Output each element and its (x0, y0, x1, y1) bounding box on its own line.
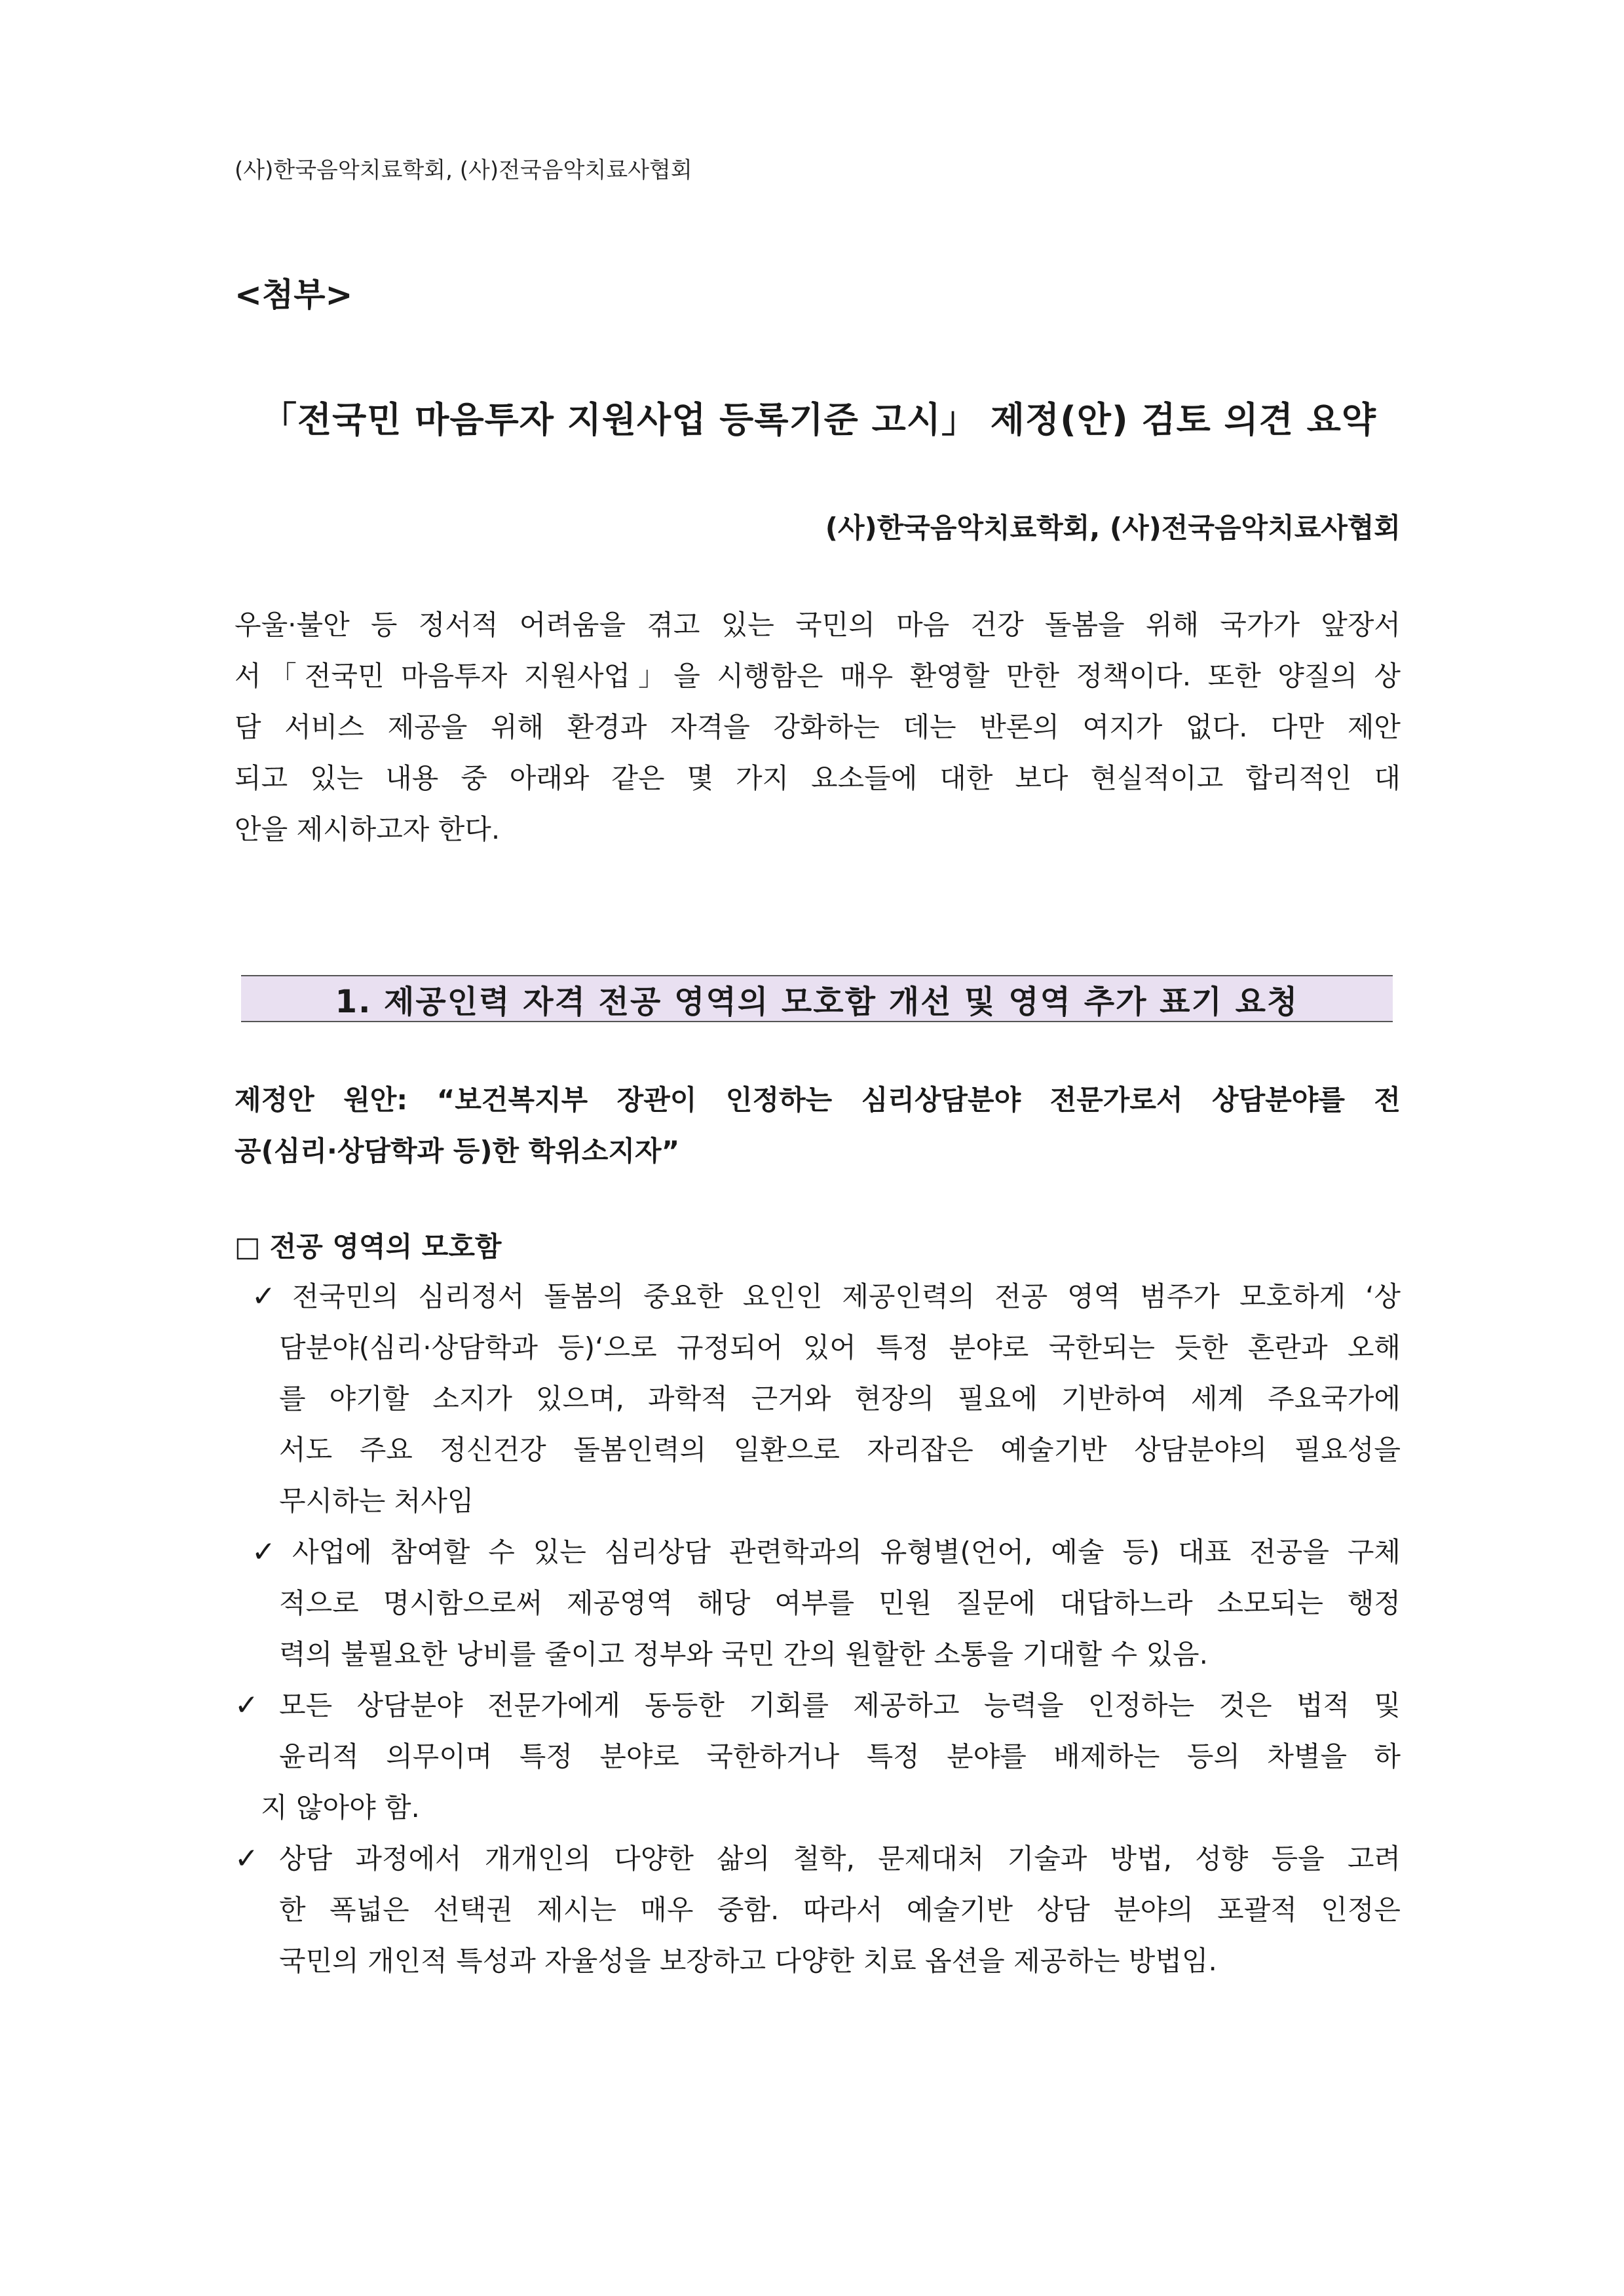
proposal-text (235, 1075, 1401, 1177)
organizations-line: (사)한국음악치료학회, (사)전국음악치료사협회 (825, 512, 1401, 544)
bullet-line: 무시하는 처사임 (279, 1485, 474, 1517)
bullet-line: 국민의 개인적 특성과 자율성을 보장하고 다양한 치료 옵션을 제공하는 방법임. (279, 1945, 1217, 1977)
list-item (235, 1271, 1401, 1527)
section-heading-box (241, 975, 1393, 1022)
bullet-list (235, 1271, 1401, 1987)
intro-line: 되고 있는 내용 중 아래와 같은 몇 가지 요소들에 대한 보다 현실적이고 합리적인 대 (235, 762, 1401, 794)
bullet-line: 서도 주요 정신건강 돌봄인력의 일환으로 자리잡은 예술기반 상담분야의 필요성을 (279, 1434, 1401, 1466)
bullet-line: 사업에 참여할 수 있는 심리상담 관련학과의 유형별(언어, 예술 등) 대표 전공을 구체 (292, 1536, 1401, 1568)
intro-line: 안을 제시하고자 한다. (235, 813, 500, 845)
intro-line: 서「전국민 마음투자 지원사업」을 시행함은 매우 환영할 만한 정책이다. 또한 양질의 상 (235, 660, 1401, 692)
bullet-line: 지 않아야 함. (261, 1791, 420, 1824)
intro-line: 우울·불안 등 정서적 어려움을 겪고 있는 국민의 마음 건강 돌봄을 위해 국가가 앞장서 (235, 609, 1401, 641)
list-item (235, 1527, 1401, 1680)
subheading-text: 전공 영역의 모호함 (269, 1231, 502, 1263)
bullet-line: 담분야(심리·상담학과 등)‘으로 규정되어 있어 특정 분야로 국한되는 듯한 혼란과 오해 (279, 1331, 1401, 1364)
bullet-line: 윤리적 의무이며 특정 분야로 국한하거나 특정 분야를 배제하는 등의 차별을 하 (279, 1740, 1401, 1772)
checkbox-square-icon: □ (235, 1231, 261, 1263)
intro-line: 담 서비스 제공을 위해 환경과 자격을 강화하는 데는 반론의 여지가 없다. 다만 제안 (235, 711, 1401, 743)
bullet-line: 한 폭넓은 선택권 제시는 매우 중함. 따라서 예술기반 상담 분야의 포괄적 인정은 (279, 1894, 1401, 1926)
subheading (235, 1225, 502, 1265)
attachment-label: <첨부> (235, 276, 353, 314)
checkmark-icon: ✓ (252, 1535, 276, 1569)
proposal-line: 공(심리·상담학과 등)한 학위소지자” (235, 1135, 680, 1167)
checkmark-icon: ✓ (235, 1842, 259, 1875)
bullet-line: 전국민의 심리정서 돌봄의 중요한 요인인 제공인력의 전공 영역 범주가 모호하게 ‘상 (292, 1280, 1401, 1312)
bullet-line: 를 야기할 소지가 있으며, 과학적 근거와 현장의 필요에 기반하여 세계 주요국가에 (279, 1383, 1401, 1415)
checkmark-icon: ✓ (235, 1689, 259, 1722)
section-heading: 1. 제공인력 자격 전공 영역의 모호함 개선 및 영역 추가 표기 요청 (335, 983, 1299, 1020)
intro-paragraph (235, 600, 1401, 855)
checkmark-icon: ✓ (252, 1280, 276, 1313)
proposal-line: 제정안 원안: “보건복지부 장관이 인정하는 심리상담분야 전문가로서 상담분야를 전 (235, 1084, 1401, 1116)
bullet-line: 적으로 명시함으로써 제공영역 해당 여부를 민원 질문에 대답하느라 소모되는 행정 (279, 1587, 1401, 1619)
bullet-line: 모든 상담분야 전문가에게 동등한 기회를 제공하고 능력을 인정하는 것은 법적 및 (279, 1689, 1401, 1721)
running-header: (사)한국음악치료학회, (사)전국음악치료사협회 (235, 157, 692, 183)
bullet-line: 상담 과정에서 개개인의 다양한 삶의 철학, 문제대처 기술과 방법, 성향 등을 고려 (279, 1843, 1401, 1875)
list-item (235, 1680, 1401, 1833)
bullet-line: 력의 불필요한 낭비를 줄이고 정부와 국민 간의 원할한 소통을 기대할 수 있음. (279, 1638, 1208, 1670)
list-item (235, 1833, 1401, 1987)
document-title: 「전국민 마음투자 지원사업 등록기준 고시」 제정(안) 검토 의견 요약 (261, 399, 1377, 440)
